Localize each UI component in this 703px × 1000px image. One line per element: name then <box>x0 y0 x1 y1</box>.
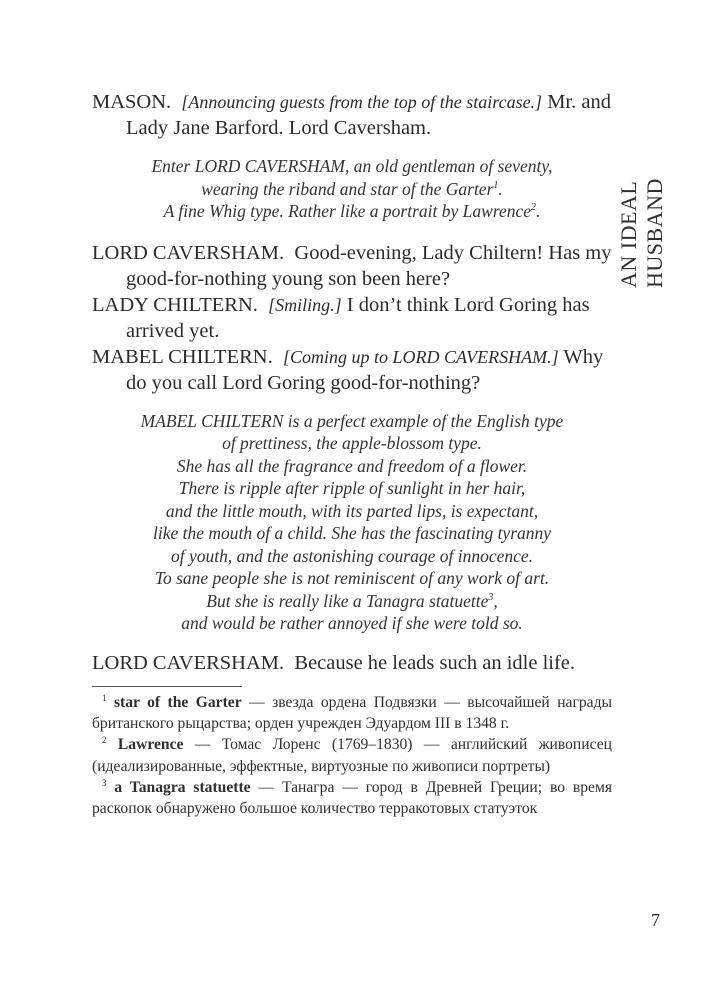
speech-caversham <box>92 650 612 676</box>
footnote-ref: 1 <box>493 179 499 191</box>
direction-line: But she is really like a Tanagra statuette$^3$, <box>206 590 498 611</box>
footnote-text: — звезда ордена Подвязки — высочайшей награды британского рыцарства; орден учрежден Эдуардом III в 1348 г. <box>92 694 612 733</box>
page-number: 7 <box>651 910 660 930</box>
footnotes <box>92 692 612 819</box>
footnote <box>92 734 612 776</box>
direction-line: She has all the fragrance and freedom of a flower. <box>176 455 528 476</box>
footnote <box>92 777 612 819</box>
speech-caversham <box>92 240 612 292</box>
speaker-name: LORD CAVERSHAM. <box>92 651 285 674</box>
stage-direction: [Announcing guests from the top of the staircase.] <box>181 92 543 112</box>
speaker-name: LORD CAVERSHAM. <box>92 241 285 264</box>
play-text <box>92 89 612 676</box>
speech-text: I don’t think Lord Goring has arrived yet. <box>126 293 590 342</box>
footnote-text: — Танагра — город в Древней Греции; во время раскопок обнаружено большое количество терракотовых статуэток <box>92 778 613 818</box>
direction-line: MABEL CHILTERN is a perfect example of the English type <box>140 410 564 431</box>
speech-mason <box>92 89 612 141</box>
direction-line: wearing the riband and star of the Garter$^1$. <box>201 178 503 199</box>
direction-line: like the mouth of a child. She has the fascinating tyranny <box>152 523 552 543</box>
direction-line: and the little mouth, with its parted lips, is expectant, <box>165 500 539 521</box>
direction-line: A fine Whig type. Rather like a portrait by Lawrence$^2$. <box>163 201 541 221</box>
speech-text: Mr. and Lady Jane Barford. Lord Caversham. <box>126 91 611 139</box>
direction-line: To sane people she is not reminiscent of any work of art. <box>154 568 550 588</box>
footnote-divider <box>92 686 242 687</box>
stage-direction: [Smiling.] <box>268 294 342 315</box>
speaker-name: MASON. <box>92 91 172 113</box>
direction-line: and would be rather annoyed if she were told so. <box>181 613 523 633</box>
direction-line: of prettiness, the apple-blossom type. <box>222 433 482 453</box>
running-head: AN IDEAL HUSBAND <box>616 178 667 288</box>
footnote-number: 1 <box>102 692 107 703</box>
stage-direction-block <box>92 410 612 635</box>
footnote-term: star of the Garter <box>113 694 242 711</box>
direction-line: There is ripple after ripple of sunlight in her hair, <box>178 478 526 498</box>
speech-text: Good-evening, Lady Chiltern! Has my good-for-nothing young son been here? <box>126 241 612 290</box>
speech-mabel-chiltern <box>92 344 612 396</box>
footnote-ref: 3 <box>488 591 494 603</box>
footnote-ref: 2 <box>531 202 537 214</box>
direction-line: of youth, and the astonishing courage of innocence. <box>170 545 534 566</box>
stage-direction: [Coming up to LORD CAVERSHAM.] <box>282 346 559 367</box>
footnote-number: 3 <box>102 777 107 788</box>
footnote-term: a Tanagra statuette <box>114 778 251 796</box>
speech-lady-chiltern <box>92 292 612 344</box>
speech-text: Because he leads such an idle life. <box>294 651 576 674</box>
speech-text: Why do you call Lord Goring good-for-nothing? <box>126 345 604 394</box>
footnote-term: Lawrence <box>117 736 184 754</box>
stage-direction-block <box>92 155 612 223</box>
direction-line: Enter LORD CAVERSHAM, an old gentleman of seventy, <box>151 156 553 176</box>
speaker-name: MABEL CHILTERN. <box>92 345 273 368</box>
footnote-number: 2 <box>102 735 107 746</box>
footnote <box>92 692 612 734</box>
speaker-name: LADY CHILTERN. <box>92 293 258 316</box>
footnote-text: — Томас Лоренс (1769–1830) — английский живописец (идеализированные, эффектные, виртуозные по живописи портреты) <box>92 736 612 775</box>
